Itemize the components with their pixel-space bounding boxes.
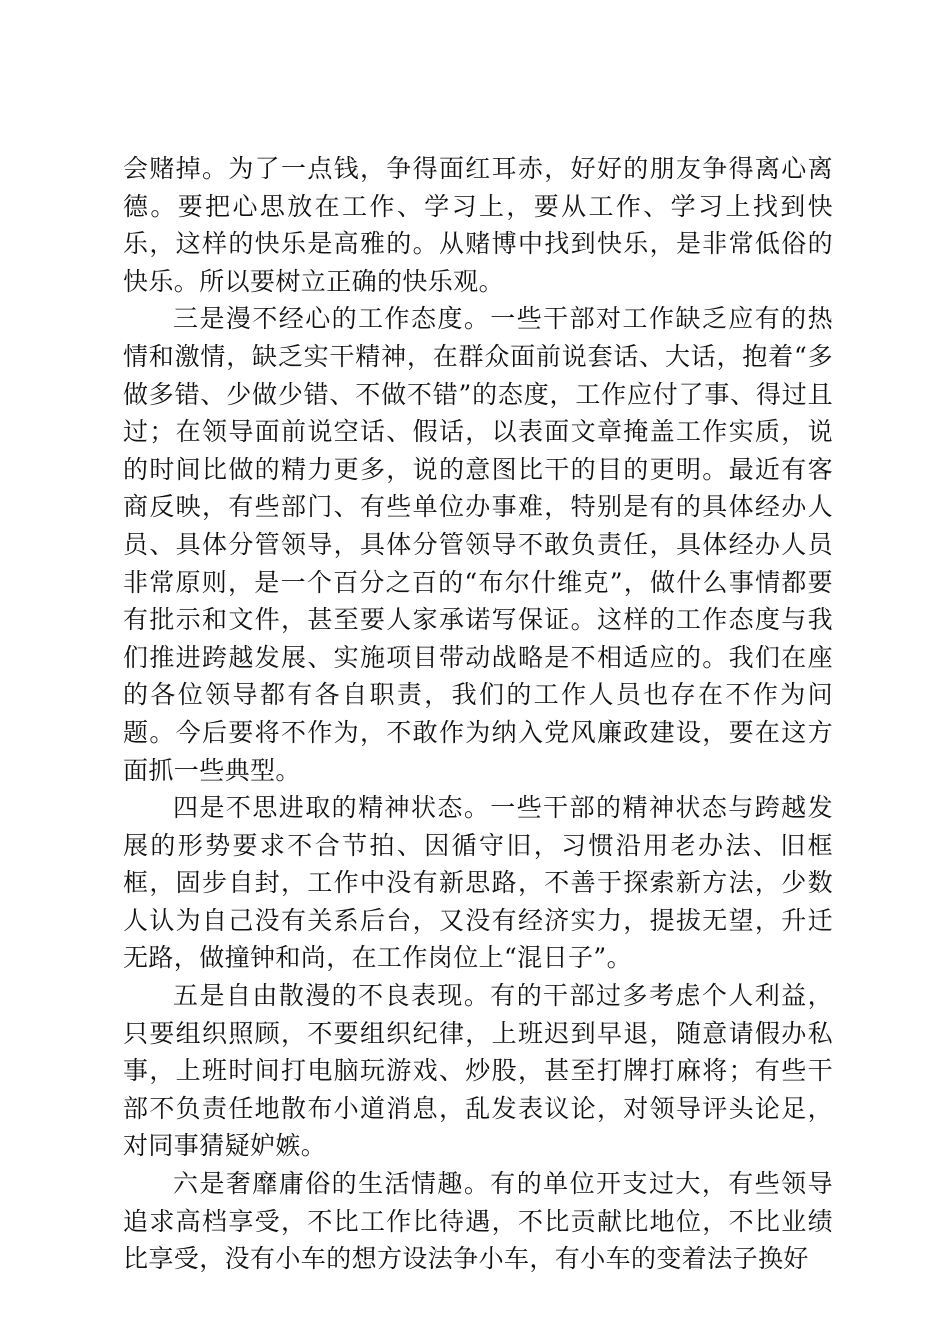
paragraph-item-four: 四是不思进取的精神状态。一些干部的精神状态与跨越发展的形势要求不合节拍、因循守旧，习惯沿用老办法、旧框框，固步自封，工作中没有新思路，不善于探索新方法，少数人认为自己没有关系后台，又没有经济实力，提拔无望，升迁无路，做撞钟和尚，在工作岗位上“混日子”。 — [123, 793, 833, 973]
paragraph-continuation: 会赌掉。为了一点钱，争得面红耳赤，好好的朋友争得离心离德。要把心思放在工作、学习上，要从工作、学习上找到快乐，这样的快乐是高雅的。从赌博中找到快乐，是非常低俗的快乐。所以要树立正确的快乐观。 — [123, 154, 833, 296]
paragraph-item-five: 五是自由散漫的不良表现。有的干部过多考虑个人利益，只要组织照顾，不要组织纪律，上班迟到早退，随意请假办私事，上班时间打电脑玩游戏、炒股，甚至打牌打麻将；有些干部不负责任地散布小道消息，乱发表议论，对领导评头论足，对同事猜疑妒嫉。 — [123, 981, 833, 1161]
body-text — [123, 150, 833, 1278]
paragraph-item-three: 三是漫不经心的工作态度。一些干部对工作缺乏应有的热情和激情，缺乏实干精神，在群众面前说套话、大话，抱着“多做多错、少做少错、不做不错”的态度，工作应付了事、得过且过；在领导面前说空话、假话，以表面文章掩盖工作实质，说的时间比做的精力更多，说的意图比干的目的更明。最近有客商反映，有些部门、有些单位办事难，特别是有的具体经办人员、具体分管领导，具体分管领导不敢负责任，具体经办人员非常原则，是一个百分之百的“布尔什维克”，做什么事情都要有批示和文件，甚至要人家承诺写保证。这样的工作态度与我们推进跨越发展、实施项目带动战略是不相适应的。我们在座的各位领导都有各自职责，我们的工作人员也存在不作为问题。今后要将不作为，不敢作为纳入党风廉政建设，要在这方面抓一些典型。 — [123, 304, 833, 785]
paragraph-item-six: 六是奢靡庸俗的生活情趣。有的单位开支过大，有些领导追求高档享受，不比工作比待遇，不比贡献比地位，不比业绩比享受，没有小车的想方设法争小车，有小车的变着法子换好 — [123, 1169, 833, 1274]
